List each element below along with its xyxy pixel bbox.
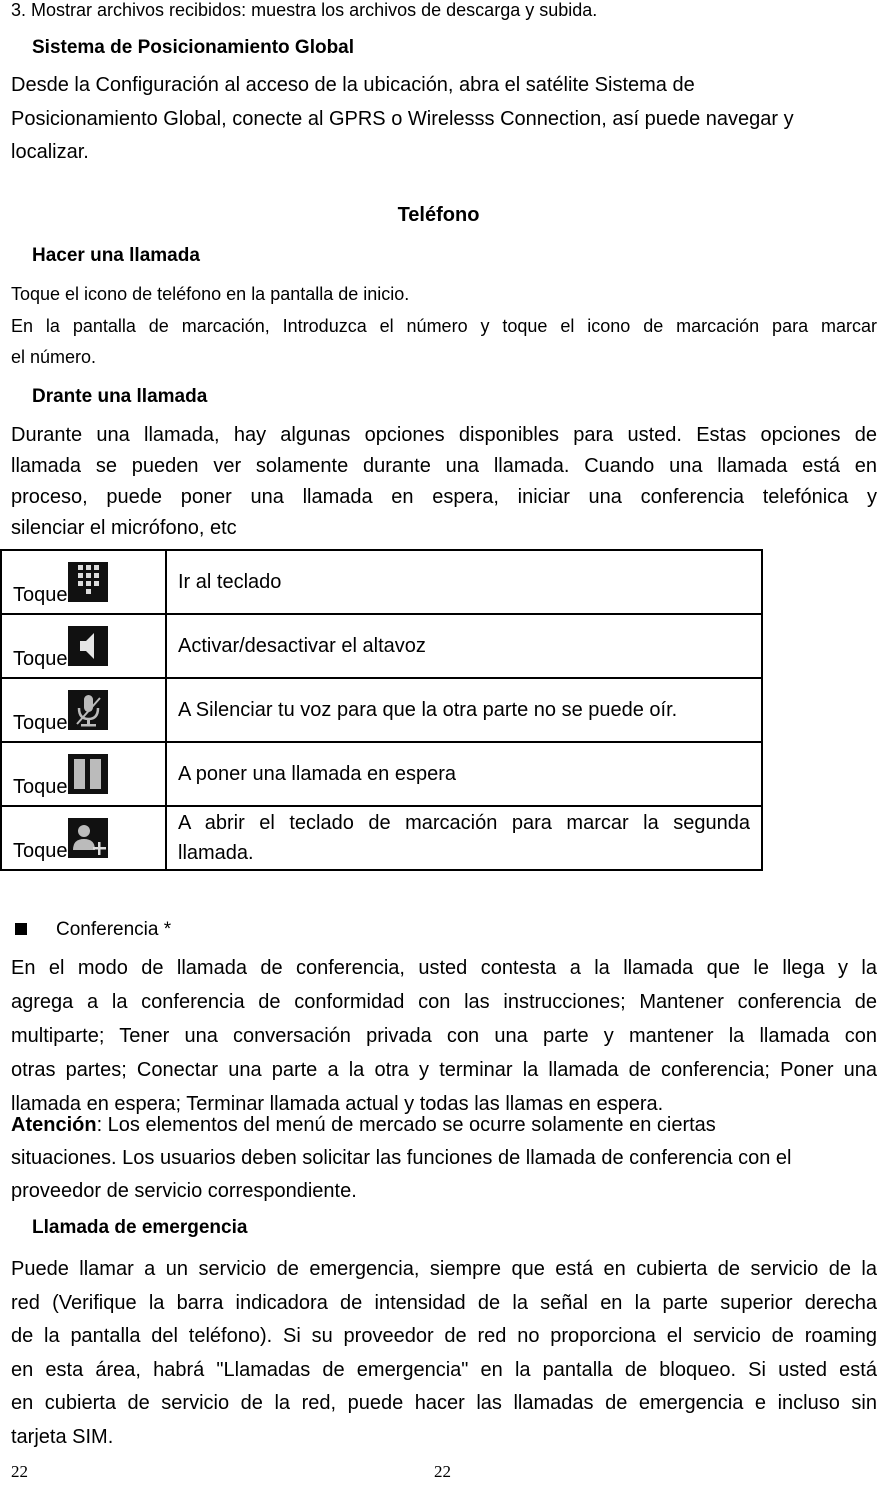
option-desc: A Silenciar tu voz para que la otra parte no se puede oír. <box>166 678 762 742</box>
option-desc: A poner una llamada en espera <box>166 742 762 806</box>
conference-heading: Conferencia * <box>56 919 172 940</box>
page-title: Teléfono <box>397 204 480 226</box>
conference-line-1: En el modo de llamada de conferencia, usted contesta a la llamada que le llega y la <box>11 957 877 979</box>
add-call-icon <box>68 818 108 858</box>
during-heading: Drante una llamada <box>32 386 208 407</box>
during-line-2: llamada se pueden ver solamente durante una llamada. Cuando una llamada está en <box>11 455 877 477</box>
during-paragraph <box>11 424 877 548</box>
mute-mic-icon <box>68 690 108 730</box>
emergency-line-2: red (Verifique la barra indicadora de intensidad de la señal en la parte superior derecha <box>11 1291 877 1314</box>
conference-line-4: otras partes; Conectar una parte a la otra y terminar la llamada de conferencia; Poner una <box>11 1059 877 1081</box>
table-row <box>1 806 762 870</box>
emergency-line-4: en esta área, habrá "Llamadas de emergencia" en la pantalla de bloqueo. Si usted está <box>11 1358 877 1381</box>
footer-page-number-center: 22 <box>434 1462 451 1481</box>
note-line-2: situaciones. Los usuarios deben solicitar las funciones de llamada de conferencia con el <box>11 1147 792 1169</box>
table-row <box>1 678 762 742</box>
option-desc-line-2: llamada. <box>178 842 254 864</box>
option-desc: Ir al teclado <box>166 550 762 614</box>
gps-heading: Sistema de Posicionamiento Global <box>32 37 355 58</box>
table-row <box>1 550 762 614</box>
option-desc: Activar/desactivar el altavoz <box>166 614 762 678</box>
toque-label: Toque <box>13 648 68 670</box>
list-item-3: 3. Mostrar archivos recibidos: muestra los archivos de descarga y subida. <box>11 0 598 20</box>
toque-label: Toque <box>13 840 68 862</box>
gps-line-1: Desde la Configuración al acceso de la ubicación, abra el satélite Sistema de <box>11 74 695 96</box>
emergency-heading: Llamada de emergencia <box>32 1217 248 1238</box>
conference-line-2: agrega a la conferencia de conformidad con las instrucciones; Mantener conferencia de <box>11 991 877 1013</box>
speaker-icon <box>68 626 108 666</box>
toque-label: Toque <box>13 776 68 798</box>
note-line-3: proveedor de servicio correspondiente. <box>11 1180 357 1202</box>
call-line-3: el número. <box>11 347 97 367</box>
note-label: Atención <box>11 1114 97 1136</box>
conference-paragraph <box>11 951 877 1121</box>
toque-label: Toque <box>13 584 68 606</box>
note-text: : Los elementos del menú de mercado se ocurre solamente en ciertas <box>96 1114 716 1136</box>
keypad-icon <box>68 562 108 602</box>
bullet-square-icon <box>15 923 27 935</box>
emergency-line-1: Puede llamar a un servicio de emergencia, siempre que está en cubierta de servicio de la <box>11 1258 877 1280</box>
emergency-line-5: en cubierta de servicio de la red, puede hacer las llamadas de emergencia e incluso sin <box>11 1392 877 1414</box>
call-line-2: En la pantalla de marcación, Introduzca el número y toque el icono de marcación para marcar <box>11 316 877 336</box>
emergency-paragraph <box>11 1253 877 1454</box>
conference-line-5: llamada en espera; Terminar llamada actual y todas las llamas en espera. <box>11 1093 664 1115</box>
option-desc-line-1: A abrir el teclado de marcación para marcar la segunda <box>178 812 750 834</box>
call-line-1: Toque el icono de teléfono en la pantalla de inicio. <box>11 284 410 304</box>
call-options-table <box>0 549 763 871</box>
note-line-1 <box>11 1114 716 1137</box>
emergency-line-3: de la pantalla del teléfono). Si su proveedor de red no proporciona el servicio de roaming <box>11 1325 877 1347</box>
gps-line-2: Posicionamiento Global, conecte al GPRS o Wirelesss Connection, así puede navegar y <box>11 108 794 130</box>
conference-line-3: multiparte; Tener una conversación privada con una parte y mantener la llamada con <box>11 1025 877 1047</box>
footer-page-number-left: 22 <box>11 1462 28 1481</box>
table-row <box>1 614 762 678</box>
gps-line-3: localizar. <box>11 141 89 163</box>
during-line-1: Durante una llamada, hay algunas opciones disponibles para usted. Estas opciones de <box>11 424 877 446</box>
during-line-4: silenciar el micrófono, etc <box>11 517 237 539</box>
toque-label: Toque <box>13 712 68 734</box>
table-row <box>1 742 762 806</box>
during-line-3: proceso, puede poner una llamada en espera, iniciar una conferencia telefónica y <box>11 486 877 508</box>
pause-icon <box>68 754 108 794</box>
call-heading: Hacer una llamada <box>32 245 200 266</box>
emergency-line-6: tarjeta SIM. <box>11 1425 114 1448</box>
